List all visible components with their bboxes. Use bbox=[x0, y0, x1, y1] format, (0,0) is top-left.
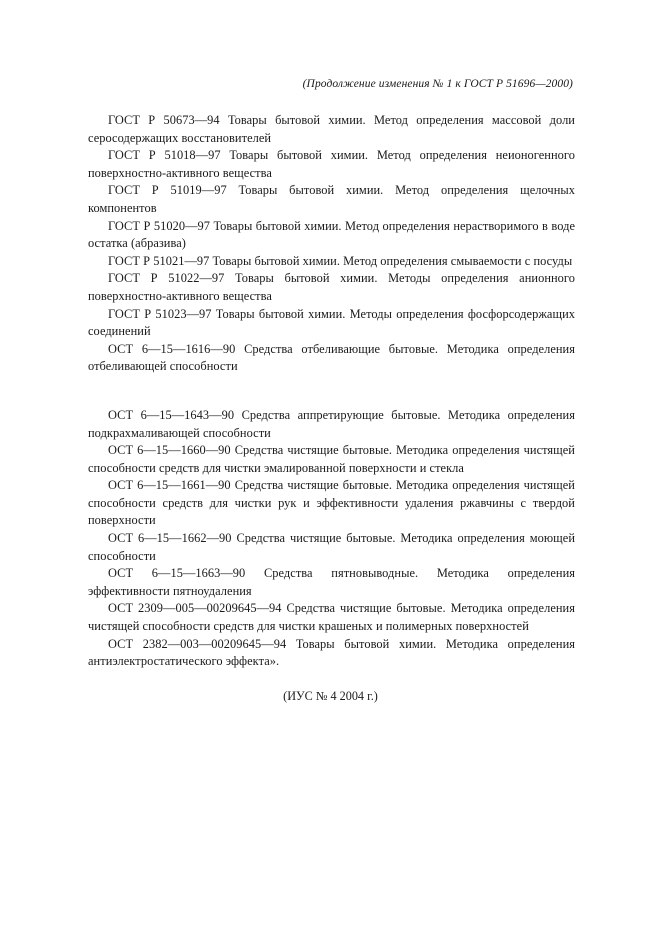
list-item: ГОСТ Р 51018—97 Товары бытовой химии. Метод определения неионогенного поверхностно-активного вещества bbox=[88, 148, 575, 180]
list-item: ГОСТ Р 51020—97 Товары бытовой химии. Метод определения нерастворимого в воде остатка (абразива) bbox=[88, 218, 575, 251]
list-item: ОСТ 2382—003—00209645—94 Товары бытовой химии. Методика определения антиэлектростатического эффекта». bbox=[88, 636, 575, 669]
standards-list bbox=[88, 112, 575, 671]
list-item: ГОСТ Р 50673—94 Товары бытовой химии. Метод определения массовой доли серосодержащих восстановителей bbox=[88, 113, 575, 145]
continuation-header: (Продолжение изменения № 1 к ГОСТ Р 51696—2000) bbox=[302, 78, 573, 90]
list-item: ОСТ 6—15—1643—90 Средства аппретирующие бытовые. Методика определения подкрахмаливающей способности bbox=[88, 407, 575, 440]
list-item: ОСТ 6—15—1661—90 Средства чистящие бытовые. Методика определения чистящей способности средств для чистки рук и эффективности удаления ржавчины с твердой поверхности bbox=[88, 478, 575, 528]
list-item: ОСТ 2309—005—00209645—94 Средства чистящие бытовые. Методика определения чистящей способности средств для чистки крашеных и полимерных поверхностей bbox=[88, 601, 575, 634]
list-item: ГОСТ Р 51023—97 Товары бытовой химии. Методы определения фосфорсодержащих соединений bbox=[88, 306, 575, 339]
list-item: ОСТ 6—15—1663—90 Средства пятновыводные. Методика определения эффективности пятноудаления bbox=[88, 566, 575, 598]
list-item: ГОСТ Р 51019—97 Товары бытовой химии. Метод определения щелочных компонентов bbox=[88, 183, 575, 215]
list-item: ГОСТ Р 51021—97 Товары бытовой химии. Метод определения смываемости с посуды bbox=[108, 253, 573, 268]
list-item: ОСТ 6—15—1660—90 Средства чистящие бытовые. Методика определения чистящей способности средств для чистки эмалированной поверхности и стекла bbox=[88, 443, 575, 475]
list-item: ГОСТ Р 51022—97 Товары бытовой химии. Методы определения анионного поверхностно-активного вещества bbox=[88, 271, 575, 303]
list-item: ОСТ 6—15—1616—90 Средства отбеливающие бытовые. Методика определения отбеливающей способности bbox=[88, 341, 575, 374]
bulletin-reference: (ИУС № 4 2004 г.) bbox=[283, 689, 378, 703]
list-item: ОСТ 6—15—1662—90 Средства чистящие бытовые. Методика определения моющей способности bbox=[88, 531, 575, 563]
